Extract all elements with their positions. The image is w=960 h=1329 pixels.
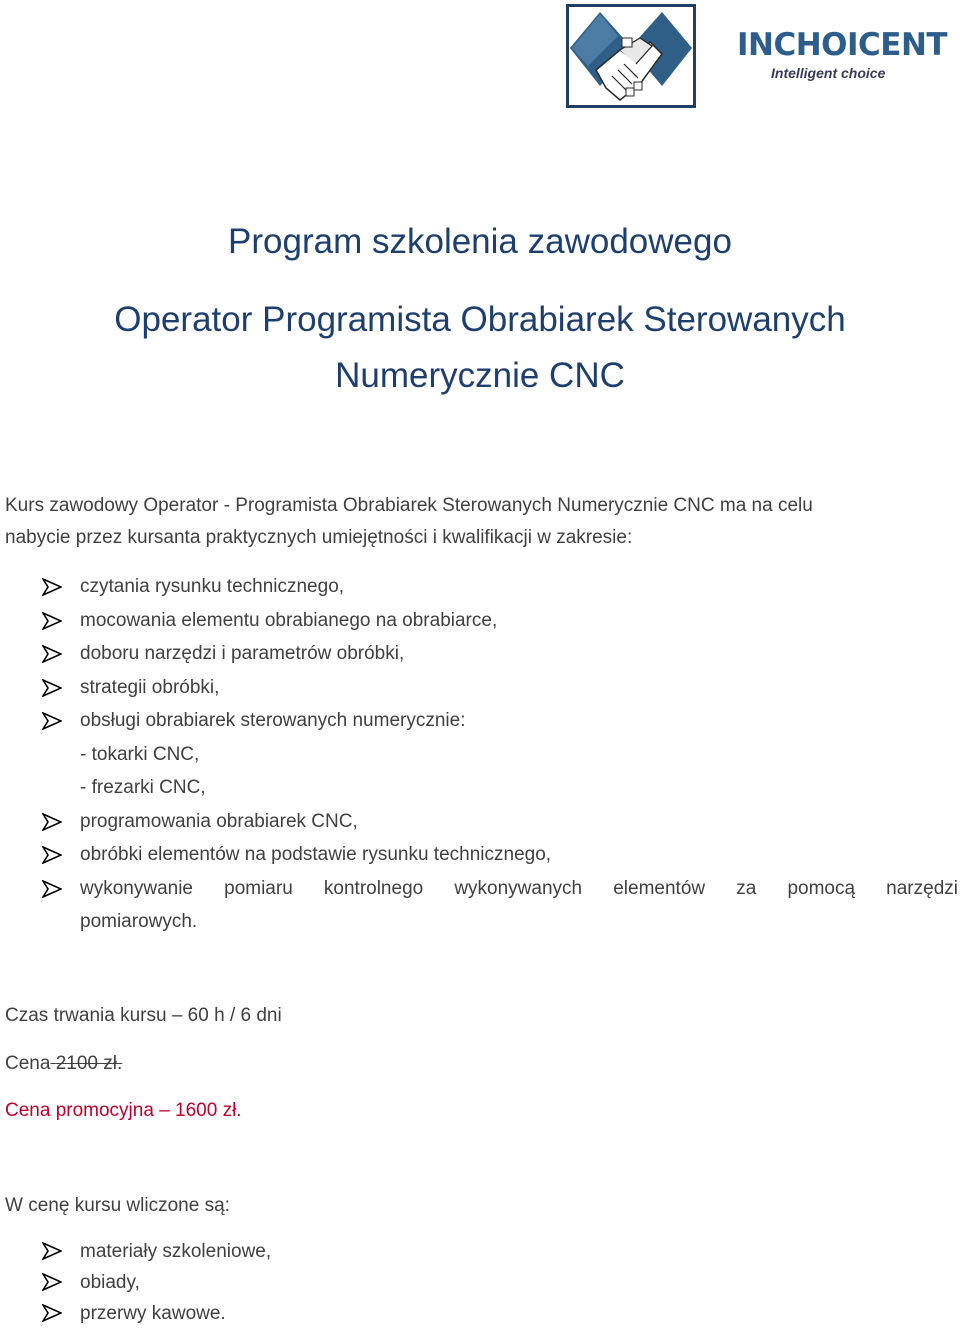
list-item xyxy=(0,604,960,638)
list-item-text: materiały szkoleniowe, xyxy=(80,1241,272,1262)
skills-list xyxy=(0,570,960,939)
list-item xyxy=(0,1236,960,1267)
intro-paragraph xyxy=(5,490,957,554)
included-heading: W cenę kursu wliczone są: xyxy=(5,1195,230,1216)
list-item xyxy=(0,1298,960,1329)
list-item-text: czytania rysunku technicznego, xyxy=(80,576,345,597)
list-item-text: mocowania elementu obrabianego na obrabiarce, xyxy=(80,609,498,631)
arrowhead-bullet-icon xyxy=(42,712,62,730)
arrowhead-bullet-icon xyxy=(42,612,62,630)
arrowhead-bullet-icon xyxy=(42,813,62,831)
list-item-text: doboru narzędzi i parametrów obróbki, xyxy=(80,643,405,664)
list-item xyxy=(0,838,960,872)
sub-list-item-text: - tokarki CNC, xyxy=(80,743,200,765)
price-promo: Cena promocyjna – 1600 zł. xyxy=(5,1100,242,1121)
company-logo xyxy=(566,4,696,108)
price-old: 2100 zł. xyxy=(55,1053,123,1074)
list-item-text: obiady, xyxy=(80,1272,140,1293)
course-title-line-2: Numerycznie CNC xyxy=(335,356,625,395)
arrowhead-bullet-icon xyxy=(42,1273,62,1291)
list-item-text: obróbki elementów na podstawie rysunku technicznego, xyxy=(80,844,552,865)
arrowhead-bullet-icon xyxy=(42,679,62,697)
list-item-text: strategii obróbki, xyxy=(80,676,220,698)
intro-line-2: nabycie przez kursanta praktycznych umiejętności i kwalifikacji w zakresie: xyxy=(5,527,633,548)
list-item-text: programowania obrabiarek CNC, xyxy=(80,810,358,832)
list-item-text: obsługi obrabiarek sterowanych numerycznie: xyxy=(80,710,466,731)
arrowhead-bullet-icon xyxy=(42,880,62,898)
arrowhead-bullet-icon xyxy=(42,578,62,596)
list-item xyxy=(0,872,960,906)
list-item xyxy=(0,805,960,839)
arrowhead-bullet-icon xyxy=(42,645,62,663)
sub-list-item xyxy=(0,738,960,772)
arrowhead-bullet-icon xyxy=(42,1304,62,1322)
arrowhead-bullet-icon xyxy=(42,1242,62,1260)
brand-tagline: Intelligent choice xyxy=(771,65,886,81)
course-duration: Czas trwania kursu – 60 h / 6 dni xyxy=(5,1005,282,1026)
course-title xyxy=(0,292,960,404)
included-list xyxy=(0,1236,960,1329)
page-title: Program szkolenia zawodowego xyxy=(228,222,732,261)
sub-list-item-text: - frezarki CNC, xyxy=(80,777,206,798)
brand-block xyxy=(737,27,952,81)
list-item xyxy=(0,570,960,604)
price-label: Cena xyxy=(5,1053,51,1074)
arrowhead-bullet-icon xyxy=(42,846,62,864)
list-item-text: przerwy kawowe. xyxy=(80,1303,226,1324)
price-line xyxy=(5,1052,122,1076)
brand-name: INCHOICENT xyxy=(737,27,948,63)
intro-line-1: Kurs zawodowy Operator - Programista Obrabiarek Sterowanych Numerycznie CNC ma na celu xyxy=(5,495,813,516)
list-item-continuation xyxy=(0,905,960,939)
list-item-text: wykonywanie pomiaru kontrolnego wykonywanych elementów za pomocą narzędzi xyxy=(80,877,958,899)
list-item-text: pomiarowych. xyxy=(80,911,198,932)
list-item xyxy=(0,704,960,738)
list-item xyxy=(0,671,960,705)
list-item xyxy=(0,1267,960,1298)
handshake-logo-icon xyxy=(566,4,696,108)
sub-list-item xyxy=(0,771,960,805)
list-item xyxy=(0,637,960,671)
course-title-line-1: Operator Programista Obrabiarek Sterowanych xyxy=(114,300,846,339)
